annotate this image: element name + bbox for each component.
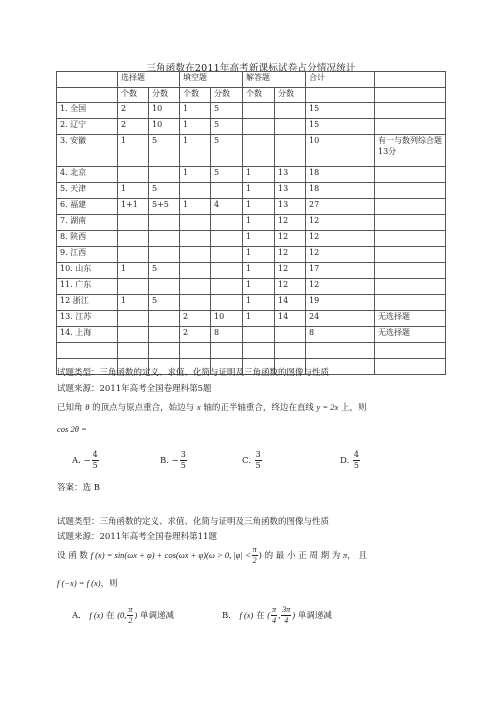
- fraction: [92, 450, 99, 471]
- table-header-cell: 个数: [180, 88, 211, 103]
- stem-text: 轴的正半轴重合，终边在直线: [203, 403, 314, 413]
- interval-open: (0,: [117, 610, 127, 620]
- table-cell: 12: [306, 279, 375, 295]
- province-cell: 7. 湖南: [57, 215, 118, 231]
- table-cell: 10: [149, 103, 180, 119]
- table-cell: 12: [275, 215, 306, 231]
- province-cell: 2. 辽宁: [57, 119, 118, 135]
- answer-option-c: [242, 450, 263, 471]
- table-cell: 2: [180, 327, 211, 343]
- table-cell: 8: [211, 327, 243, 343]
- answer-option-a: [72, 450, 100, 471]
- table-cell: 1: [243, 311, 275, 327]
- table-cell: 12: [306, 215, 375, 231]
- even-function-condition: f (−x) = f (x): [57, 578, 101, 588]
- answer-option-b: [160, 450, 188, 471]
- province-cell: 9. 江西: [57, 247, 118, 263]
- option-label: A．: [72, 611, 87, 621]
- table-row: [57, 327, 446, 343]
- function-definition: f (x) = sin(ωx + φ) + cos(ωx + φ)(ω > 0, |φ| <: [90, 550, 251, 560]
- table-cell: 14: [275, 295, 306, 311]
- province-cell: 8. 陕西: [57, 231, 118, 247]
- fraction: [255, 450, 262, 471]
- table-cell: 1: [243, 215, 275, 231]
- fraction-denominator: 4: [284, 616, 289, 625]
- fraction: [281, 605, 291, 626]
- table-header-cell: 分数: [275, 88, 306, 103]
- table-cell: 5: [211, 119, 243, 135]
- table-cell: [375, 295, 446, 311]
- table-cell: [243, 343, 275, 359]
- table-subheader-row: [57, 88, 446, 103]
- table-row: [57, 103, 446, 119]
- fraction-denominator: 5: [255, 461, 261, 470]
- table-cell: 17: [306, 263, 375, 279]
- table-cell: [375, 103, 446, 119]
- fraction: [252, 545, 258, 566]
- option-text: 单调递减: [139, 611, 174, 621]
- math-variable: x: [196, 402, 201, 412]
- fraction: [127, 605, 133, 626]
- table-cell: 5: [149, 135, 180, 167]
- question-stem: [57, 545, 367, 566]
- fraction-denominator: 4: [272, 616, 277, 625]
- fraction-denominator: 5: [353, 461, 360, 470]
- option-label: B．: [222, 611, 237, 621]
- table-cell: [180, 183, 211, 199]
- table-cell: 1: [243, 199, 275, 215]
- fraction-numerator: 3: [255, 450, 261, 459]
- table-cell: 1: [118, 263, 149, 279]
- table-header-cell: [375, 88, 446, 103]
- table-cell: [149, 215, 180, 231]
- option-label: D.: [340, 456, 350, 466]
- table-header-cell: 合计: [306, 72, 375, 88]
- table-cell: [275, 343, 306, 359]
- province-cell: 11. 广东: [57, 279, 118, 295]
- table-cell: [243, 327, 275, 343]
- table-header-cell: 个数: [243, 88, 275, 103]
- table-cell: [118, 247, 149, 263]
- option-label: A.: [72, 456, 81, 466]
- table-cell: 12: [275, 263, 306, 279]
- question-condition: [57, 577, 118, 590]
- table-cell: [180, 343, 211, 359]
- page-title: 三角函数在2011年高考新课标试卷占分情况统计: [146, 63, 356, 74]
- option-sign: −: [171, 456, 179, 466]
- table-cell: 15: [306, 119, 375, 135]
- table-cell: [149, 247, 180, 263]
- table-cell: [149, 311, 180, 327]
- table-cell: [211, 215, 243, 231]
- question-type: 试题类型：三角函数的定义、求值、化简与证明及三角函数的图像与性质: [57, 368, 330, 378]
- option-text: 在: [256, 611, 265, 621]
- table-header-row: [57, 72, 446, 88]
- table-cell: 1: [118, 183, 149, 199]
- table-cell: 12: [275, 279, 306, 295]
- table-cell: [149, 279, 180, 295]
- table-cell: 12: [306, 231, 375, 247]
- stem-text: ) 的 最 小 正 周 期 为: [258, 551, 341, 561]
- fraction-numerator: 4: [92, 450, 98, 459]
- table-cell: [275, 135, 306, 167]
- table-header-cell: 选择题: [118, 72, 180, 88]
- table-header-cell: [306, 88, 375, 103]
- table-cell: 无选择题: [375, 327, 446, 343]
- table-cell: [180, 295, 211, 311]
- line-equation: y = 2x: [316, 402, 339, 412]
- table-cell: 1: [180, 135, 211, 167]
- table-header-cell: 分数: [149, 88, 180, 103]
- table-cell: [118, 215, 149, 231]
- question-stem: [57, 401, 367, 414]
- table-cell: 13: [275, 199, 306, 215]
- table-row: [57, 167, 446, 183]
- table-cell: 5: [211, 135, 243, 167]
- fraction-numerator: 3π: [282, 605, 291, 614]
- table-cell: 24: [306, 311, 375, 327]
- table-cell: [375, 359, 446, 375]
- fraction-denominator: 2: [252, 556, 257, 565]
- table-row: [57, 231, 446, 247]
- table-cell: 12: [275, 247, 306, 263]
- table-cell: [118, 343, 149, 359]
- table-cell: [375, 231, 446, 247]
- fraction-numerator: π: [252, 545, 257, 554]
- table-cell: [275, 119, 306, 135]
- province-cell: 13. 江苏: [57, 311, 118, 327]
- table-cell: 1: [243, 231, 275, 247]
- table-row: [57, 135, 446, 167]
- province-cell: 1. 全国: [57, 103, 118, 119]
- province-cell: 12 浙江: [57, 295, 118, 311]
- table-cell: 12: [275, 231, 306, 247]
- fraction-numerator: 4: [353, 450, 360, 459]
- option-label: C.: [242, 456, 251, 466]
- table-cell: [211, 247, 243, 263]
- table-cell: [180, 263, 211, 279]
- table-cell: [243, 119, 275, 135]
- table-cell: [118, 167, 149, 183]
- score-statistics-table: [56, 71, 446, 375]
- province-cell: 4. 北京: [57, 167, 118, 183]
- table-cell: 10: [149, 119, 180, 135]
- table-row: [57, 311, 446, 327]
- table-cell: 有一与数列综合题13分: [375, 135, 446, 167]
- province-cell: 14. 上海: [57, 327, 118, 343]
- table-cell: [180, 231, 211, 247]
- table-cell: 8: [306, 327, 375, 343]
- table-cell: [375, 167, 446, 183]
- table-cell: [375, 183, 446, 199]
- question-source: 试题来源：2011年高考全国卷理科第11题: [57, 532, 217, 542]
- table-row: [57, 279, 446, 295]
- province-cell: 10. 山东: [57, 263, 118, 279]
- table-cell: [375, 119, 446, 135]
- table-cell: 18: [306, 167, 375, 183]
- option-text: 单调递减: [297, 611, 332, 621]
- stem-text: 的顶点与原点重合，始边与: [92, 403, 195, 413]
- table-cell: 27: [306, 199, 375, 215]
- table-cell: [306, 343, 375, 359]
- table-cell: [275, 327, 306, 343]
- table-cell: 1: [180, 199, 211, 215]
- table-cell: 13: [275, 183, 306, 199]
- table-row: [57, 215, 446, 231]
- table-cell: [118, 327, 149, 343]
- table-cell: 12: [306, 247, 375, 263]
- table-row: [57, 343, 446, 359]
- table-cell: 1: [180, 103, 211, 119]
- table-cell: [149, 231, 180, 247]
- stem-text: 上，则: [341, 403, 367, 413]
- table-cell: 1+1: [118, 199, 149, 215]
- table-header-cell: 个数: [118, 88, 149, 103]
- table-cell: [211, 183, 243, 199]
- table-cell: [375, 279, 446, 295]
- table-cell: 5: [211, 103, 243, 119]
- table-cell: [149, 343, 180, 359]
- table-cell: [180, 247, 211, 263]
- table-cell: 1: [243, 279, 275, 295]
- table-cell: 18: [306, 183, 375, 199]
- fraction: [271, 605, 277, 626]
- table-cell: 1: [180, 119, 211, 135]
- table-cell: 13: [275, 167, 306, 183]
- answer-text: 答案：选 B: [57, 483, 100, 493]
- table-cell: [375, 263, 446, 279]
- table-cell: [118, 231, 149, 247]
- table-cell: [243, 135, 275, 167]
- option-text: 在: [105, 611, 115, 621]
- table-cell: [375, 215, 446, 231]
- province-cell: [57, 343, 118, 359]
- fraction-numerator: π: [272, 605, 277, 614]
- table-row: [57, 247, 446, 263]
- theta-symbol: θ: [85, 402, 90, 412]
- table-cell: 1: [243, 183, 275, 199]
- table-cell: 14: [275, 311, 306, 327]
- table-header-cell: 分数: [211, 88, 243, 103]
- question-ask: cos 2θ =: [57, 424, 87, 434]
- table-cell: [211, 263, 243, 279]
- fraction-denominator: 5: [180, 461, 186, 470]
- table-cell: 1: [118, 135, 149, 167]
- stem-text: 设 函 数: [57, 551, 88, 561]
- table-cell: [375, 199, 446, 215]
- fraction: [180, 450, 187, 471]
- fraction: [353, 450, 360, 471]
- table-cell: [211, 231, 243, 247]
- table-cell: 1: [243, 167, 275, 183]
- table-body: [57, 103, 446, 375]
- answer-option-b: [222, 605, 332, 626]
- table-cell: [211, 295, 243, 311]
- table-cell: [149, 327, 180, 343]
- answer-option-a: [72, 605, 174, 626]
- table-cell: 5: [149, 295, 180, 311]
- function-name: f (x): [239, 610, 254, 620]
- table-row: [57, 183, 446, 199]
- question-source: 试题来源：2011年高考全国卷理科第5题: [57, 384, 212, 394]
- table-cell: 5+5: [149, 199, 180, 215]
- table-header-cell: [57, 72, 118, 88]
- table-cell: [180, 215, 211, 231]
- table-cell: 1: [243, 295, 275, 311]
- table-cell: 10: [306, 135, 375, 167]
- option-sign: −: [83, 456, 91, 466]
- interval-comma: ,: [278, 610, 281, 620]
- table-cell: [211, 343, 243, 359]
- table-header-cell: [375, 72, 446, 88]
- province-cell: 5. 天津: [57, 183, 118, 199]
- table-cell: 15: [306, 103, 375, 119]
- answer-option-d: [340, 450, 361, 471]
- interval-close: ): [292, 610, 296, 620]
- function-name: f (x): [89, 610, 104, 620]
- period-value: π: [343, 550, 348, 560]
- table-header-cell: [57, 88, 118, 103]
- table-cell: 19: [306, 295, 375, 311]
- fraction-denominator: 5: [92, 461, 98, 470]
- fraction-denominator: 2: [128, 616, 133, 625]
- table-cell: 1: [243, 263, 275, 279]
- table-cell: 5: [149, 183, 180, 199]
- table-cell: 2: [180, 311, 211, 327]
- table-header-cell: 解答题: [243, 72, 306, 88]
- question-type: 试题类型：三角函数的定义、求值、化简与证明及三角函数的图像与性质: [57, 517, 330, 527]
- table-cell: 2: [118, 103, 149, 119]
- stem-text: ，则: [100, 579, 118, 589]
- table-cell: 10: [211, 311, 243, 327]
- table-cell: [149, 167, 180, 183]
- stem-text: 已知角: [57, 403, 83, 413]
- table-cell: 5: [149, 263, 180, 279]
- table-cell: 2: [118, 119, 149, 135]
- table-header-cell: 填空题: [180, 72, 243, 88]
- table-row: [57, 295, 446, 311]
- province-cell: 6. 福建: [57, 199, 118, 215]
- table-row: [57, 199, 446, 215]
- table-cell: [211, 279, 243, 295]
- interval-close: ): [134, 610, 138, 620]
- fraction-numerator: 3: [180, 450, 186, 459]
- table-row: [57, 119, 446, 135]
- table-cell: [243, 103, 275, 119]
- option-label: B.: [160, 456, 169, 466]
- table-cell: [275, 103, 306, 119]
- table-cell: 5: [211, 167, 243, 183]
- province-cell: 3. 安徽: [57, 135, 118, 167]
- table-cell: 无选择题: [375, 311, 446, 327]
- table-cell: [180, 279, 211, 295]
- table-cell: 1: [243, 247, 275, 263]
- table-cell: [118, 279, 149, 295]
- fraction-numerator: π: [128, 605, 133, 614]
- stem-text: ， 且: [347, 551, 367, 561]
- table-cell: [375, 247, 446, 263]
- table-cell: 4: [211, 199, 243, 215]
- table-row: [57, 263, 446, 279]
- table-cell: 1: [180, 167, 211, 183]
- table-cell: 1: [118, 295, 149, 311]
- table-cell: [118, 311, 149, 327]
- interval-open: (: [267, 610, 271, 620]
- table-cell: [375, 343, 446, 359]
